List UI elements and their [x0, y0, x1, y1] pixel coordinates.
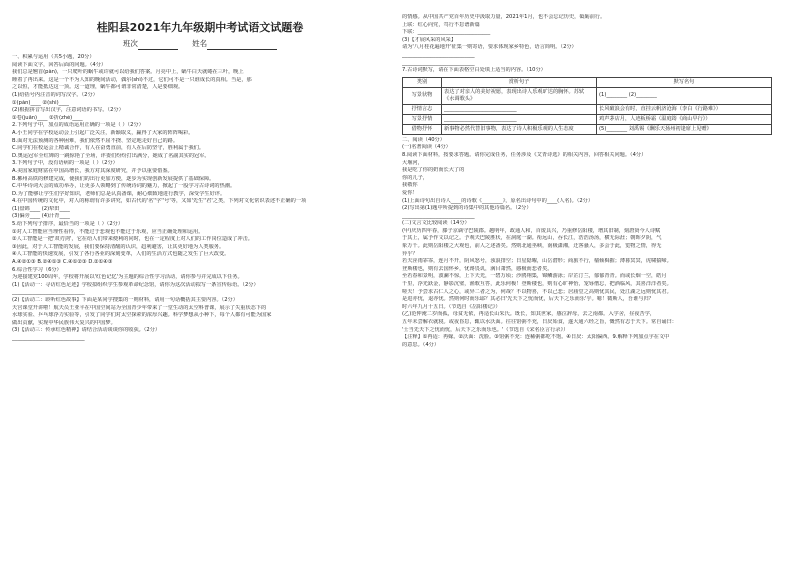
poem-table-row [403, 104, 772, 114]
class-label: 班次 [122, 39, 138, 48]
poem-row-answer[interactable]: (5)________ 刘禹锡《酬乐天扬州初逢席上见赠》 [597, 124, 772, 134]
exam-title: 桂阳县2021年九年级期中考试语文试题卷 [96, 21, 304, 34]
text-line: A.小王同学在学校运动会上引起广泛关注，新颖取义，赢得了大家的阵阵喝彩。 [12, 129, 194, 136]
text-line: 2.下列句子中，加点的成语运用正确的一项是（ ）（2分） [12, 122, 144, 129]
poem-row-answer: 鸡声茅店月，人迹板桥霜（温庭筠《商山早行》） [597, 114, 772, 124]
name-label: 姓名 [192, 39, 208, 48]
text-line: 登斯楼也，则有去国怀乡，忧谗畏讥，满目萧然，感极而悲者矣。 [402, 265, 553, 272]
text-line: 时六年九月十五日。（节选自《岳阳楼记》） [402, 303, 501, 310]
text-line: (1)【活动一：寻访红色足迹】学校拟组织学生参观革命纪念馆，请你为这次活动拟写一条宣传标语。（2分） [12, 281, 259, 288]
text-line: B.面对无法预测的各种困难，我们依然不屈不挠、坚定地走好自己的路。 [12, 137, 179, 144]
poem-row-category: 写景状物 [403, 87, 442, 104]
poem-row-desc: 表达了对亲人的美好祝愿，表现出诗人乐观旷达的胸怀。苏轼《水调歌头》 [442, 87, 597, 104]
text-line: (一)名著阅读（4分） [402, 144, 451, 151]
text-line: 于其上，属予作文以记之。予观夫巴陵胜状，在洞庭一湖。衔远山，吞长江，浩浩汤汤，横无际涯；朝晖夕阴，气 [402, 235, 662, 242]
text-line: 一、积累与运用（共5小题，20分） [12, 54, 95, 60]
poem-row-answer[interactable]: (1)________ (2)________ [597, 87, 772, 104]
text-line: 至若春和景明，波澜不惊，上下天光，一碧万顷；沙鸥翔集，锦鳞游泳；岸芷汀兰，郁郁青青。而或长烟一空，皓月 [402, 273, 667, 280]
right-reading-text [402, 137, 782, 350]
text-line: 的情感。从中国共产党百年历史中汲取力量，2021年1月，也不会忘记历史，砥砺前行。 [402, 14, 606, 20]
text-line[interactable]: (1)盘锦____ (2)犁田____ [12, 205, 70, 212]
text-line: A.④②①③ B.②④①③ C.④①②③ D.②①④③ [12, 259, 113, 266]
text-line: 7.古诗词默写，请在下面表格空白处填上适当的内容。（10分） [402, 67, 546, 74]
text-line[interactable]: (3)偏旁____ (4)汗青____ [12, 213, 70, 220]
text-line: 天宫课堂开讲啦！航天员王亚平在中国空间站为全国青少年带来了一堂生动的太空科普课，展示了失重状态下的 [12, 304, 267, 311]
text-line: 5.给下列句子排序，最恰当的一项是（ ）（2分） [12, 221, 124, 228]
poem-row-desc[interactable]: ____________________________ [442, 114, 597, 124]
text-line[interactable]: ____________________________ [12, 289, 85, 296]
poem-row-category: 写景抒情 [403, 114, 442, 124]
poem-header-category: 类别 [403, 77, 442, 87]
text-line: (1)给括号内注音的词写汉字。（2分） [12, 91, 98, 98]
text-line: 上联：红心向党，笃行不怠谱新篇 [402, 21, 480, 28]
text-line: D.为了能够让学生们学好知识，老师们总是认真备课，耐心细致地进行教学，深受学生好评。 [12, 190, 226, 197]
text-line: 阅读下面文字，回答后面的问题。（4分） [12, 61, 107, 68]
text-line: 大堰河， [402, 159, 423, 166]
poem-row-desc[interactable]: ____________________________ [442, 104, 597, 114]
text-line: (2)根据拼音写出汉字，注意词语的书写。（2分） [12, 107, 124, 114]
text-line: (2)【活动二：聆听红色故事】下面是某同学搜集的一则材料，请用一句话概括其主要内容。（2分） [12, 297, 238, 303]
text-line[interactable]: ____________________________ [402, 51, 475, 58]
poem-row-category: 抒情言志 [403, 104, 442, 114]
text-line: 睡着了再出来。这是一个不为人知的晚间活动，偶尔(shì)不过，它们可不是一只谁成长的真相。当是，那 [12, 76, 252, 83]
poem-table-row [403, 87, 772, 104]
text-line: 爱你！ [402, 189, 418, 196]
text-line: C.同学们在校运会上精诚合作，有人在奋勇直前，有人在后防坚守，胜利属于我们。 [12, 145, 205, 152]
text-line[interactable]: (1)上面诗句出自诗人____的诗歌《________》，原名出诗句中的____(人名)。（2分） [402, 197, 594, 204]
text-line: 3.下列句子中，没有语病的一项是（ ）（2分） [12, 160, 118, 167]
poem-row-category: 借物抒怀 [403, 124, 442, 134]
text-line: 千里，浮光跃金，静影沉璧，渔歌互答，此乐何极！登斯楼也，则有心旷神怡，宠辱偕忘，把酒临风，其喜洋洋者矣。 [402, 281, 672, 288]
text-line[interactable]: 下联：____________________________ [402, 29, 491, 36]
text-line[interactable]: ①(pàn)____ ②(shì)____ [12, 99, 69, 106]
poem-header-appreciation: 赏析句子 [442, 77, 597, 87]
text-line: 为迎接建党100周年，学校将开展以'红色记忆'为主题的综合性学习活动，请你参与并完成以下任务。 [12, 274, 243, 281]
text-line: (乙)范仲淹二岁而孤，母贫无依，再适长山朱氏。既长，知其世家，感泣辞母，去之南都。入学舍，昼夜苦学， [402, 311, 656, 318]
text-line: 是进亦忧，退亦忧。然则何时而乐耶？其必曰'先天下之忧而忧，后天下之乐而乐'乎。噫！微斯人，吾谁与归？ [402, 296, 654, 303]
text-line: 做出贡献，实现中华民族伟大复兴的中国梦。 [12, 319, 116, 326]
text-line: 4.在中国传统的文化中，对人的称谓有许多讲究，如古代的'名''字''号'等，又如'先生''君'之类，下列对文化常识表述不正确的一项 [12, 198, 307, 205]
text-line: C.中华诗词大会的成功举办，让更多人领略到了传统诗词的魅力，掀起了一股学习古诗词的热潮。 [12, 183, 236, 190]
poem-table-header [403, 77, 772, 87]
poem-row-desc: 新事物必然代替旧事物，表达了诗人积极乐观的人生态度 [442, 124, 597, 134]
left-question-text [12, 54, 388, 343]
text-line: 8.阅读下面材料，按要求答题。请你完成任务，任务涉及《艾青诗选》的相关内容，回答相关问题。（4分） [402, 151, 647, 158]
text-line: 【注释】①再适：再嫁。②沃面：洗脸。③馆粥不充：连稀粥都吃不饱。④日昃：太阳偏西。9.解释下列加点字在文中 [402, 334, 670, 341]
text-line: B.郴州高铁的修建完成，使我们的出行更加方便，逐步为实现创新发展提供了基础保障。 [12, 175, 215, 182]
text-line: 6.综合性学习（6分） [12, 266, 62, 273]
text-line: 你的儿子， [402, 174, 428, 181]
text-line: (2)写出第(1)题中所提到的诗集中的其他诗篇名。（2分） [402, 205, 532, 212]
text-line: (甲)庆历四年春，滕子京谪守巴陵郡。越明年，政通人和，百废具兴，乃重修岳阳楼，增其旧制，刻唐贤今人诗赋 [402, 227, 661, 234]
poem-table-row [403, 114, 772, 124]
text-line: 请为'八月桂花遍地开'征集一则寄语，要求体现家乡特色，语言简明。（2分） [402, 44, 577, 51]
text-line: (3)【才展风采的风采】 [402, 36, 457, 43]
text-line[interactable]: ____________________________ [12, 334, 85, 341]
text-line: 异乎？ [402, 250, 418, 257]
poem-row-answer: 长风破浪会有时，直挂云帆济沧海（李白《行路难》） [597, 104, 772, 114]
text-line: D.奥运冠军全红婵的一跳惊艳了全场，评委们纷纷打出满分，她成了名副其实的冠军。 [12, 152, 210, 159]
text-line: A.美国家庭财富在中国高增长，我方对其深度研究，并予以重要借鉴。 [12, 167, 173, 174]
text-line: 我是吃了你的奶而长大了的 [402, 167, 465, 174]
text-line: '士当先天下之忧而忧，后天下之乐而乐也。'（节选自《宋名臣言行录》） [402, 326, 569, 333]
class-blank [138, 42, 178, 50]
text-line: 若夫淫雨霏霏，连月不开，阴风怒号，浊浪排空；日星隐曜，山岳潜形；商旅不行，樯倾楫摧；薄暮冥冥，虎啸猿啼。 [402, 258, 672, 265]
class-name-line [12, 38, 388, 50]
text-line: 象万千。此则岳阳楼之大观也，前人之述备矣。然则北通巫峡，南极潇湘，迁客骚人，多会于此，览物之情，得无 [402, 243, 662, 250]
text-line[interactable]: ____________________________ [402, 212, 475, 219]
text-line: 我敬你 [402, 182, 418, 189]
text-line: 五年未尝解衣就寝。或夜昏怠，辄以水沃面。往往馆粥不充，日昃始食，遂大通六经之旨，慨然有志于天下。常自诵曰： [402, 319, 677, 325]
text-line: 的意思。（4分） [402, 341, 440, 348]
poem-table [402, 77, 772, 135]
text-line: 之以恒，才能抵达这一顶。这一道理，蜗牛都可谓非常清楚，人是要细观。 [12, 84, 184, 91]
left-column [12, 14, 388, 343]
text-line[interactable]: ①卷(juǎn)____ ②折(zhé)____ [12, 114, 83, 121]
text-line[interactable]: ____________________________ [402, 59, 475, 66]
text-line: 二、阅读（40分） [402, 136, 445, 143]
text-line: ④人工智能的快速发展，引发了各行各业的深刻变革，人们的生活方式也随之发生了巨大改变。 [12, 251, 230, 258]
text-line: (3)【活动三：传承红色精神】请结合活动谈谈你的收获。（2分） [12, 327, 161, 334]
text-line: ③因此，对于人工智能的发展，我们要保持清醒的认识，趋利避害，让其更好地为人类服务。 [12, 243, 225, 250]
text-line: 嗟夫！予尝求古仁人之心，或异二者之为，何哉？不以物喜，不以己悲；居庙堂之高则忧其民，处江湖之远则忧其君。 [402, 288, 672, 295]
text-line: (二)文言文比较阅读（14分） [402, 220, 470, 227]
text-line: 我们总是翘首(pàn)，一只爬叶的蜗牛或许就可以给我们答案。月亮中上，蜗牛白天就蜷在三叶，晚上 [12, 69, 244, 76]
text-line: ①对人工智能应当理性看待，不能过于悲观也不能过于乐观，应当正确处理和运用。 [12, 228, 204, 235]
text-line: ②人工智能是一把'双刃剑'，它在给人们带来便利的同时，也在一定程度上对人们的工作岗位造成了冲击。 [12, 236, 253, 243]
poem-table-row [403, 124, 772, 134]
right-column [402, 14, 782, 349]
right-question-text [402, 14, 782, 75]
poem-header-answer: 默写名句 [597, 77, 772, 87]
text-line: 水球实验、乒乓球浮力实验等，引发了同学们对太空探索的浓厚兴趣。科学梦想从小种下，每个人都有可能为国家 [12, 312, 272, 319]
name-blank [207, 42, 277, 50]
